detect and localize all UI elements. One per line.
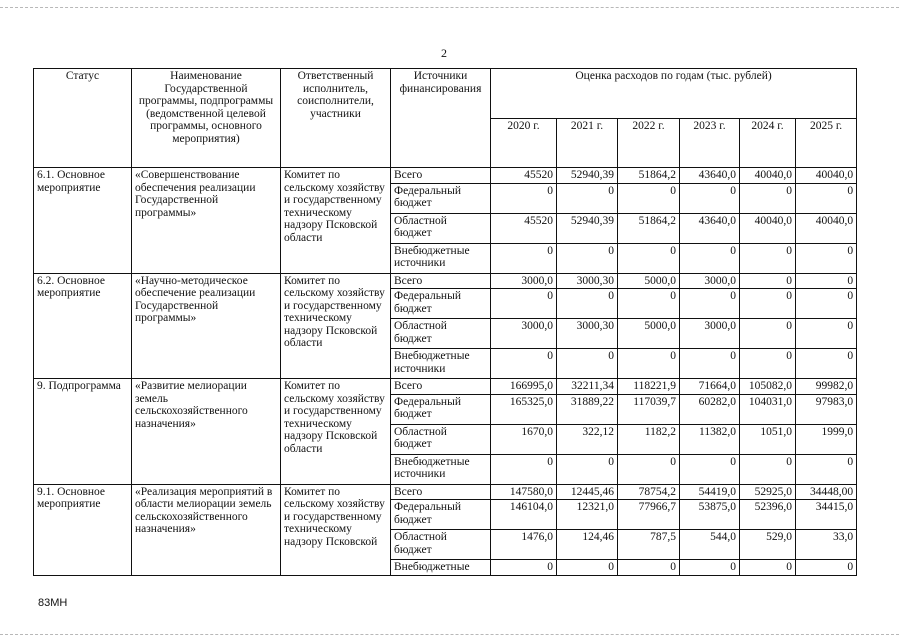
status-cell: 6.1. Основное мероприятие bbox=[34, 168, 132, 274]
source-label: Всего bbox=[394, 485, 423, 498]
value-cell: 0 bbox=[796, 454, 857, 484]
value-cell: 45520 bbox=[491, 213, 557, 243]
value-cell: 0 bbox=[680, 289, 740, 319]
value-cell: 0 bbox=[796, 183, 857, 213]
value-cell: 0 bbox=[618, 243, 680, 273]
value-cell: 104031,0 bbox=[740, 394, 796, 424]
value-cell: 1670,0 bbox=[491, 424, 557, 454]
source-label: Федеральный бюджет bbox=[394, 501, 461, 526]
source-cell bbox=[391, 168, 491, 184]
value-cell: 0 bbox=[557, 454, 618, 484]
value-cell: 105082,0 bbox=[740, 379, 796, 395]
value-cell: 544,0 bbox=[680, 530, 740, 560]
value-cell: 0 bbox=[796, 289, 857, 319]
value-cell: 0 bbox=[557, 183, 618, 213]
source-label: Внебюджетные источники bbox=[394, 350, 470, 375]
budget-table bbox=[33, 68, 857, 576]
responsible-cell: Комитет по сельскому хозяйству и государственному техническому надзору Псковской области bbox=[281, 273, 391, 379]
source-cell bbox=[391, 243, 491, 273]
value-cell: 1182,2 bbox=[618, 424, 680, 454]
value-cell: 3000,30 bbox=[557, 273, 618, 289]
footer-code: 83МН bbox=[38, 597, 68, 609]
source-label: Внебюджетные источники bbox=[394, 244, 470, 269]
value-cell: 1476,0 bbox=[491, 530, 557, 560]
source-cell bbox=[391, 454, 491, 484]
value-cell: 52925,0 bbox=[740, 484, 796, 500]
value-cell: 78754,2 bbox=[618, 484, 680, 500]
source-label: Всего bbox=[394, 274, 423, 287]
value-cell: 34448,00 bbox=[796, 484, 857, 500]
source-cell bbox=[391, 500, 491, 530]
value-cell: 71664,0 bbox=[680, 379, 740, 395]
program-name-cell: «Совершенствование обеспечения реализации Государственной программы» bbox=[132, 168, 281, 274]
responsible-cell: Комитет по сельскому хозяйству и государственному техническому надзору Псковской области bbox=[281, 379, 391, 485]
header-program-name: Наименование Государственной программы, подпрограммы (ведомственной целевой программы, основного мероприятия) bbox=[132, 69, 281, 168]
status-cell: 9.1. Основное мероприятие bbox=[34, 484, 132, 575]
value-cell: 34415,0 bbox=[796, 500, 857, 530]
value-cell: 0 bbox=[740, 289, 796, 319]
value-cell: 0 bbox=[491, 289, 557, 319]
source-label: Областной бюджет bbox=[394, 320, 447, 345]
value-cell: 3000,0 bbox=[491, 273, 557, 289]
value-cell: 0 bbox=[796, 319, 857, 349]
source-cell bbox=[391, 319, 491, 349]
value-cell: 0 bbox=[740, 273, 796, 289]
program-name-cell: «Развитие мелиорации земель сельскохозяйственного назначения» bbox=[132, 379, 281, 485]
value-cell: 787,5 bbox=[618, 530, 680, 560]
value-cell: 0 bbox=[557, 349, 618, 379]
value-cell: 11382,0 bbox=[680, 424, 740, 454]
table-row bbox=[34, 273, 857, 289]
source-cell bbox=[391, 560, 491, 576]
scan-edge-top bbox=[0, 7, 899, 8]
source-cell bbox=[391, 273, 491, 289]
source-label: Областной бюджет bbox=[394, 425, 447, 450]
value-cell: 0 bbox=[680, 560, 740, 576]
value-cell: 0 bbox=[618, 560, 680, 576]
value-cell: 51864,2 bbox=[618, 213, 680, 243]
header-year: 2021 г. bbox=[557, 118, 618, 168]
value-cell: 12445,46 bbox=[557, 484, 618, 500]
value-cell: 0 bbox=[796, 243, 857, 273]
source-cell bbox=[391, 379, 491, 395]
header-year: 2022 г. bbox=[618, 118, 680, 168]
value-cell: 0 bbox=[680, 243, 740, 273]
source-label: Федеральный бюджет bbox=[394, 395, 461, 420]
value-cell: 0 bbox=[740, 349, 796, 379]
header-year: 2025 г. bbox=[796, 118, 857, 168]
source-cell bbox=[391, 349, 491, 379]
value-cell: 0 bbox=[491, 454, 557, 484]
header-status: Статус bbox=[34, 69, 132, 168]
value-cell: 33,0 bbox=[796, 530, 857, 560]
value-cell: 54419,0 bbox=[680, 484, 740, 500]
source-label: Внебюджетные источники bbox=[394, 455, 470, 480]
value-cell: 43640,0 bbox=[680, 213, 740, 243]
program-name-cell: «Реализация мероприятий в области мелиорации земель сельскохозяйственного назначения» bbox=[132, 484, 281, 575]
value-cell: 147580,0 bbox=[491, 484, 557, 500]
source-cell bbox=[391, 394, 491, 424]
value-cell: 51864,2 bbox=[618, 168, 680, 184]
value-cell: 97983,0 bbox=[796, 394, 857, 424]
value-cell: 3000,30 bbox=[557, 319, 618, 349]
value-cell: 40040,0 bbox=[740, 213, 796, 243]
value-cell: 12321,0 bbox=[557, 500, 618, 530]
status-cell: 6.2. Основное мероприятие bbox=[34, 273, 132, 379]
source-label: Областной бюджет bbox=[394, 214, 447, 239]
value-cell: 3000,0 bbox=[680, 319, 740, 349]
value-cell: 0 bbox=[491, 560, 557, 576]
value-cell: 0 bbox=[618, 183, 680, 213]
header-year: 2024 г. bbox=[740, 118, 796, 168]
value-cell: 0 bbox=[491, 243, 557, 273]
table-row bbox=[34, 379, 857, 395]
value-cell: 529,0 bbox=[740, 530, 796, 560]
value-cell: 0 bbox=[796, 273, 857, 289]
header-sources: Источники финансирования bbox=[391, 69, 491, 168]
value-cell: 45520 bbox=[491, 168, 557, 184]
value-cell: 0 bbox=[740, 454, 796, 484]
program-name-cell: «Научно-методическое обеспечение реализации Государственной программы» bbox=[132, 273, 281, 379]
value-cell: 40040,0 bbox=[796, 213, 857, 243]
value-cell: 0 bbox=[796, 560, 857, 576]
source-label: Областной бюджет bbox=[394, 531, 447, 556]
value-cell: 1999,0 bbox=[796, 424, 857, 454]
value-cell: 0 bbox=[740, 560, 796, 576]
table-row bbox=[34, 168, 857, 184]
header-year: 2020 г. bbox=[491, 118, 557, 168]
budget-table-body bbox=[34, 168, 857, 576]
value-cell: 52396,0 bbox=[740, 500, 796, 530]
source-cell bbox=[391, 183, 491, 213]
value-cell: 0 bbox=[491, 349, 557, 379]
value-cell: 0 bbox=[491, 183, 557, 213]
value-cell: 0 bbox=[557, 289, 618, 319]
value-cell: 60282,0 bbox=[680, 394, 740, 424]
source-label: Всего bbox=[394, 169, 423, 181]
value-cell: 5000,0 bbox=[618, 319, 680, 349]
value-cell: 0 bbox=[740, 183, 796, 213]
header-year: 2023 г. bbox=[680, 118, 740, 168]
value-cell: 32211,34 bbox=[557, 379, 618, 395]
value-cell: 0 bbox=[618, 289, 680, 319]
source-label: Внебюджетные bbox=[394, 561, 470, 573]
source-cell bbox=[391, 424, 491, 454]
source-label: Федеральный бюджет bbox=[394, 290, 461, 315]
value-cell: 99982,0 bbox=[796, 379, 857, 395]
source-label: Всего bbox=[394, 380, 423, 392]
value-cell: 0 bbox=[618, 454, 680, 484]
header-responsible: Ответственный исполнитель, соисполнители, участники bbox=[281, 69, 391, 168]
value-cell: 0 bbox=[680, 349, 740, 379]
value-cell: 165325,0 bbox=[491, 394, 557, 424]
status-cell: 9. Подпрограмма bbox=[34, 379, 132, 485]
source-cell bbox=[391, 484, 491, 500]
value-cell: 53875,0 bbox=[680, 500, 740, 530]
value-cell: 0 bbox=[796, 349, 857, 379]
value-cell: 52940,39 bbox=[557, 168, 618, 184]
value-cell: 31889,22 bbox=[557, 394, 618, 424]
value-cell: 5000,0 bbox=[618, 273, 680, 289]
value-cell: 40040,0 bbox=[796, 168, 857, 184]
value-cell: 322,12 bbox=[557, 424, 618, 454]
value-cell: 52940,39 bbox=[557, 213, 618, 243]
scan-edge-bottom bbox=[0, 634, 899, 635]
value-cell: 146104,0 bbox=[491, 500, 557, 530]
value-cell: 77966,7 bbox=[618, 500, 680, 530]
value-cell: 1051,0 bbox=[740, 424, 796, 454]
value-cell: 0 bbox=[618, 349, 680, 379]
responsible-cell: Комитет по сельскому хозяйству и государственному техническому надзору Псковской bbox=[281, 484, 391, 575]
value-cell: 3000,0 bbox=[680, 273, 740, 289]
value-cell: 166995,0 bbox=[491, 379, 557, 395]
value-cell: 117039,7 bbox=[618, 394, 680, 424]
source-cell bbox=[391, 213, 491, 243]
source-label: Федеральный бюджет bbox=[394, 184, 461, 209]
value-cell: 0 bbox=[680, 183, 740, 213]
page-number: 2 bbox=[441, 46, 447, 60]
value-cell: 118221,9 bbox=[618, 379, 680, 395]
value-cell: 0 bbox=[557, 243, 618, 273]
table-row bbox=[34, 484, 857, 500]
value-cell: 0 bbox=[557, 560, 618, 576]
header-expenses: Оценка расходов по годам (тыс. рублей) bbox=[491, 69, 857, 119]
value-cell: 40040,0 bbox=[740, 168, 796, 184]
value-cell: 0 bbox=[740, 243, 796, 273]
value-cell: 3000,0 bbox=[491, 319, 557, 349]
header-row-main bbox=[34, 69, 857, 119]
value-cell: 43640,0 bbox=[680, 168, 740, 184]
value-cell: 0 bbox=[680, 454, 740, 484]
source-cell bbox=[391, 530, 491, 560]
value-cell: 0 bbox=[740, 319, 796, 349]
source-cell bbox=[391, 289, 491, 319]
responsible-cell: Комитет по сельскому хозяйству и государственному техническому надзору Псковской области bbox=[281, 168, 391, 274]
value-cell: 124,46 bbox=[557, 530, 618, 560]
